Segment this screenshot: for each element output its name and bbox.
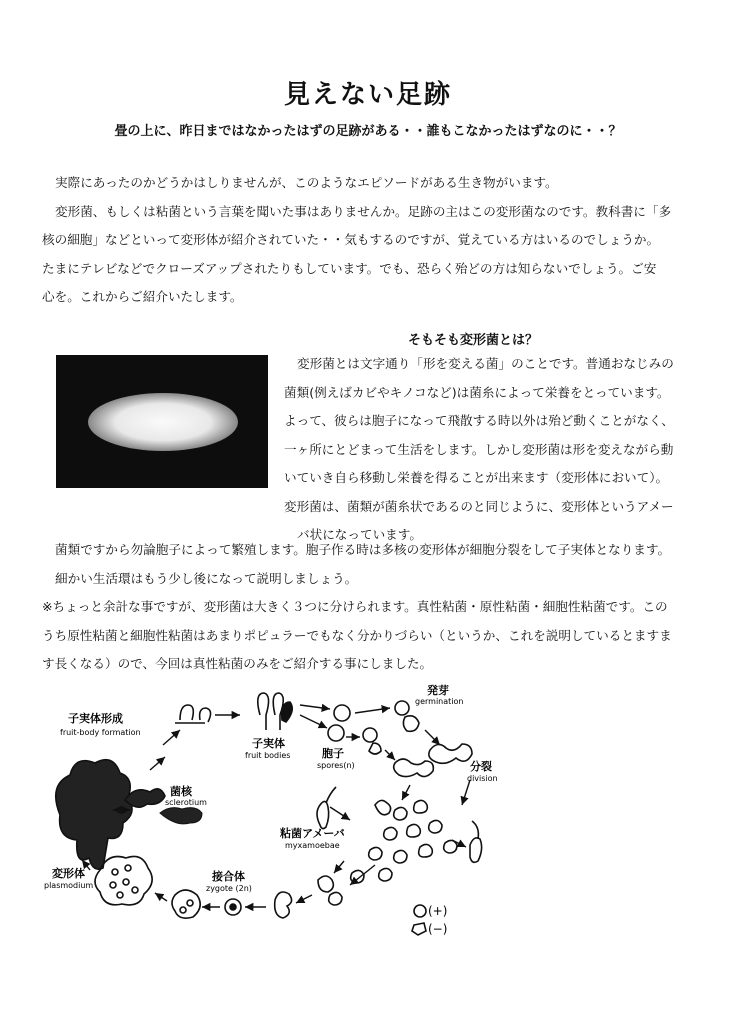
- germination-spore: [395, 701, 409, 715]
- germination-label-jp: 発芽: [427, 684, 449, 697]
- page-subtitle: 畳の上に、昨日まではなかったはずの足跡がある・・誰もこなかったはずなのに・・？: [114, 124, 622, 139]
- germination-label-en: germination: [415, 697, 464, 706]
- germination-cell: [403, 716, 419, 731]
- fruit-bodies-label-en: fruit bodies: [245, 751, 291, 760]
- after-line: うち原性粘菌と細胞性粘菌はあまりポピュラーでもなく分かりづらい（というか、これを説明しているとますま: [42, 627, 672, 643]
- section-line: 変形菌は、菌類が菌糸状であるのと同じように、変形体というアメー: [284, 498, 674, 514]
- myxamoebae-cluster: [351, 800, 457, 883]
- fruit-body-formation-label-jp: 子実体形成: [68, 712, 123, 725]
- sclerotium-mass: [160, 808, 202, 824]
- fruit-body-formation-label-en: fruit-body formation: [60, 728, 141, 737]
- after-line: 菌類ですから勿論胞子によって繁殖します。胞子作る時は多核の変形体が細胞分裂をして子実体となります。: [55, 542, 671, 557]
- life-cycle-diagram: [30, 675, 710, 955]
- section-line: いていき自ら移動し栄養を得ることが出来ます（変形体において）。: [284, 470, 669, 485]
- intro-line: 心を。これからご紹介いたします。: [42, 289, 243, 304]
- division-label-jp: 分裂: [470, 760, 492, 773]
- zygote-label-en: zygote (2n): [206, 884, 252, 893]
- myxamoebae-label-en: myxamoebae: [285, 841, 340, 850]
- section-line: 変形菌とは文字通り「形を変える菌」のことです。普通おなじみの: [297, 356, 674, 371]
- plus-cell-icon: [414, 905, 426, 917]
- plasmodium-mass: [56, 760, 132, 870]
- fruit-bodies: [258, 693, 284, 730]
- page-title: 見えない足跡: [283, 80, 452, 110]
- spore-mid: [328, 725, 344, 741]
- zygote-large: [172, 890, 200, 918]
- zygote-label-jp: 接合体: [212, 870, 245, 883]
- fusing-gametes: [275, 892, 292, 918]
- fb-formation-stalks: [175, 705, 211, 723]
- section-line: 一ヶ所にとどまって生活をします。しかし変形菌は形を変えながら動: [284, 441, 674, 457]
- section-line: よって、彼らは胞子になって飛散する時以外は殆ど動くことがなく、: [284, 413, 674, 428]
- dividing-cell-1: [429, 744, 472, 763]
- intro-paragraph: [42, 169, 671, 312]
- sclerotium-label-jp: 菌核: [170, 785, 192, 798]
- dividing-cell-2: [394, 759, 434, 777]
- sclerotium-label-en: sclerotium: [165, 798, 207, 807]
- after-line: ※ちょっと余計な事ですが、変形菌は大きく３つに分けられます。真性粘菌・原性粘菌・細胞性粘菌です。この: [42, 599, 668, 614]
- spore-top: [334, 705, 350, 721]
- division-label-en: division: [467, 774, 498, 783]
- spores-label-jp: 胞子: [322, 747, 344, 760]
- intro-line: たまにテレビなどでクローズアップされたりもしています。でも、恐らく殆どの方は知らないでしょう。ご安: [42, 260, 657, 276]
- intro-line: 核の細胞」などといって変形体が紹介されていた・・気もするのですが、覚えている方はいるのでしょうか。: [42, 232, 660, 247]
- fruit-bodies-label-jp: 子実体: [252, 737, 285, 750]
- after-line: す長くなる）ので、今回は真性粘菌のみをご紹介する事にしました。: [42, 656, 433, 671]
- intro-line: 変形菌、もしくは粘菌という言葉を聞いた事はありませんか。足跡の主はこの変形菌なのです。教科書に「多: [55, 203, 672, 219]
- section-line: バ状になっています。: [297, 527, 422, 542]
- intro-line: 実際にあったのかどうかはしりませんが、このようなエピソードがある生き物がいます。: [55, 175, 558, 190]
- swarm-cell-2: [470, 821, 482, 862]
- minus-label: (−): [428, 922, 448, 936]
- plasmodium-label-en: plasmodium: [44, 881, 94, 890]
- minus-cell-icon: [412, 923, 426, 935]
- section-heading: そもそも変形菌とは？: [408, 333, 539, 348]
- plasmodium-photo-blob: [88, 393, 238, 451]
- plasmodium-photo: [56, 355, 268, 488]
- plasmodium-label-jp: 変形体: [52, 867, 85, 880]
- plus-label: (+): [428, 904, 448, 918]
- fb-formation-blob: [125, 789, 165, 807]
- after-line: 細かい生活環はもう少し後になって説明しましょう。: [55, 570, 358, 586]
- swarm-cell-1: [317, 787, 336, 829]
- spores-label-en: spores(n): [317, 761, 355, 770]
- myxamoebae-label-jp: 粘菌アメーバ: [280, 827, 345, 840]
- section-paragraph: [284, 350, 674, 550]
- after-paragraph: [42, 536, 672, 679]
- gamete-2: [329, 892, 342, 905]
- gamete-1: [318, 876, 333, 892]
- section-line: 菌類(例えばカビやキノコなど)は菌糸によって栄養をとっています。: [284, 384, 670, 400]
